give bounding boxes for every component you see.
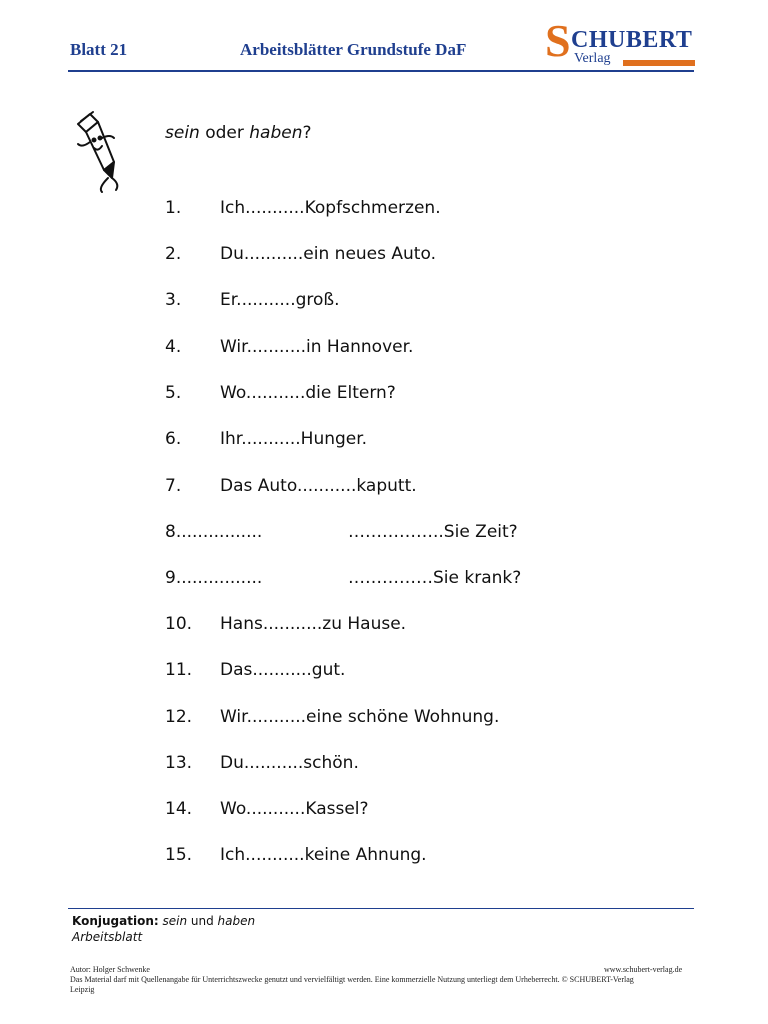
- sheet-number: Blatt 21: [70, 40, 128, 59]
- pencil-mascot-icon: [68, 108, 130, 194]
- title-oder: oder: [199, 123, 250, 143]
- publisher-logo: [545, 15, 695, 70]
- footer-label: Konjugation:: [72, 914, 159, 928]
- exercise-item: 1. Ich...........Kopfschmerzen.: [165, 198, 441, 218]
- header-title: Arbeitsblätter Grundstufe DaF: [240, 40, 467, 59]
- exercise-item: 2. Du...........ein neues Auto.: [165, 244, 436, 264]
- footer-author: Autor: Holger Schwenke: [70, 965, 150, 974]
- logo-bar: [623, 60, 695, 66]
- logo-initial: S: [545, 15, 571, 66]
- footer-rule: [68, 908, 694, 909]
- title-haben: haben: [249, 123, 303, 143]
- logo-word: CHUBERT: [571, 27, 693, 53]
- exercise-item: 7. Das Auto...........kaputt.: [165, 476, 417, 496]
- exercise-item: 11. Das...........gut.: [165, 660, 346, 680]
- exercise-item: 10. Hans...........zu Hause.: [165, 614, 407, 634]
- exercise-item: 13. Du...........schön.: [165, 753, 359, 773]
- footer-topic: Konjugation: sein und haben: [72, 914, 256, 928]
- header-rule: [68, 70, 694, 72]
- logo-sub: Verlag: [574, 51, 611, 66]
- exercise-item: 3. Er...........groß.: [165, 290, 340, 310]
- exercise-item: 8................ ……………..Sie Zeit?: [165, 522, 518, 542]
- footer-city: Leipzig: [70, 985, 95, 994]
- exercise-item: 6. Ihr...........Hunger.: [165, 429, 368, 449]
- exercise-item: 9................ ……………Sie krank?: [165, 568, 522, 588]
- title-mark: ?: [302, 123, 312, 143]
- exercise-item: 12. Wir...........eine schöne Wohnung.: [165, 707, 500, 727]
- exercise-item: 5. Wo...........die Eltern?: [165, 383, 396, 403]
- exercise-item: 15. Ich...........keine Ahnung.: [165, 845, 427, 865]
- title-sein: sein: [165, 123, 200, 143]
- footer-website: www.schubert-verlag.de: [604, 965, 683, 974]
- footer-license: Das Material darf mit Quellenangabe für Unterrichtszwecke genutzt und vervielfältigt werden. Eine kommerzielle Nutzung unterliegt dem Urheberrecht. © SCHUBERT-Verlag: [70, 975, 634, 984]
- exercise-item: 14. Wo...........Kassel?: [165, 799, 369, 819]
- footer-type: Arbeitsblatt: [72, 930, 143, 944]
- exercise-title: [165, 123, 312, 143]
- exercise-item: 4. Wir...........in Hannover.: [165, 337, 414, 357]
